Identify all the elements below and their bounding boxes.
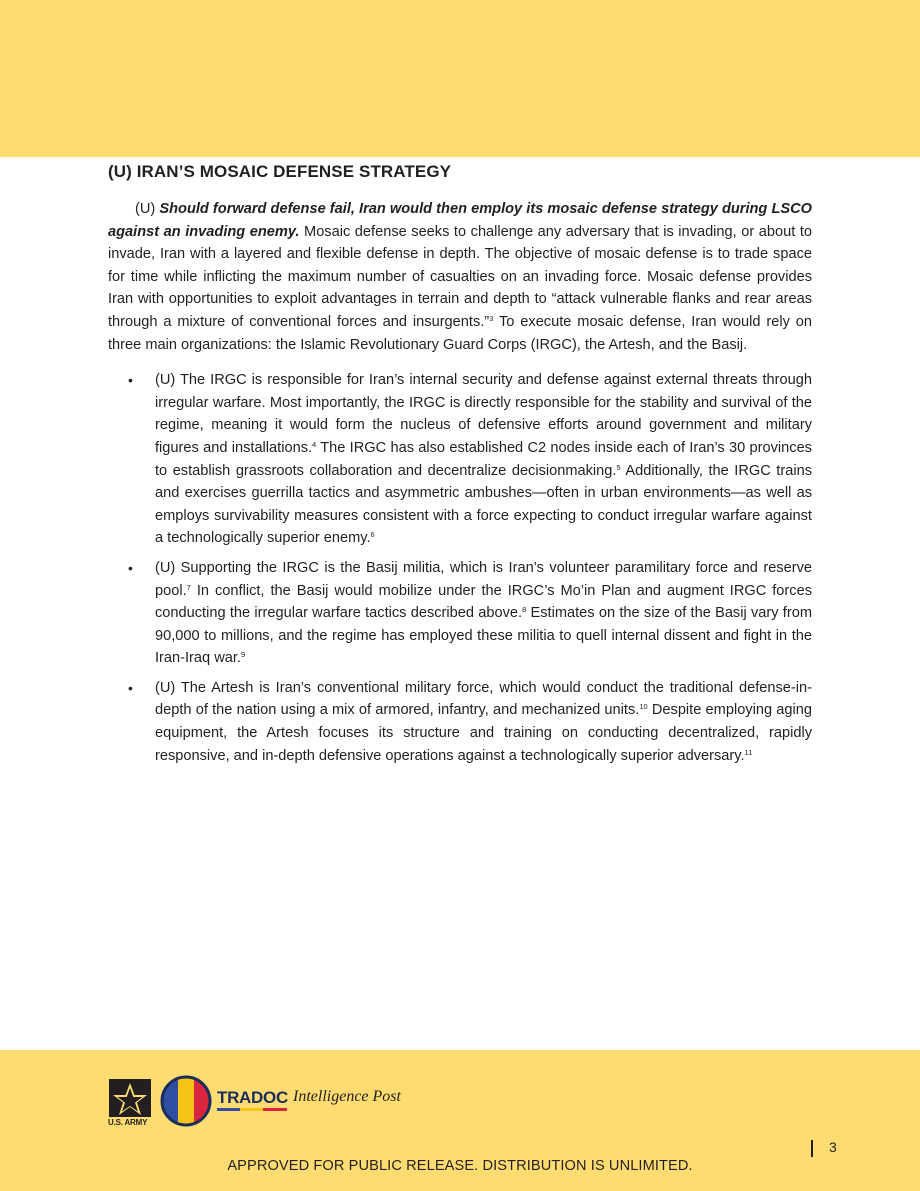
footnote-ref[interactable]: 5 — [616, 462, 621, 472]
section-heading: (U) IRAN’S MOSAIC DEFENSE STRATEGY — [108, 162, 452, 181]
bullet-item-artesh — [108, 677, 812, 767]
bullet-icon: • — [128, 372, 133, 389]
footnote-ref[interactable]: 8 — [522, 604, 527, 614]
article-body — [108, 162, 812, 774]
bullet-text: (U) The Artesh is Iran’s conventional military force, which would conduct the traditional defense-in-depth of the nation using a mix of armored, infantry, and mechanized units. — [155, 679, 812, 719]
page-number: 3 — [829, 1139, 837, 1155]
bullet-icon: • — [128, 559, 133, 576]
footnote-ref[interactable]: 10 — [639, 702, 648, 712]
header-band — [0, 0, 920, 157]
bullet-text: Estimates on the size of the Basij vary from 90,000 to millions, and the regime has employed these militia to quell internal dissent and fight in the Iran-Iraq war. — [155, 605, 812, 667]
page-number-divider — [811, 1140, 813, 1157]
brand-underline — [217, 1108, 287, 1111]
tradoc-brand: TRADOC — [217, 1088, 288, 1107]
bullet-text: The IRGC has also established C2 nodes inside each of Iran’s 30 provinces to establish grassroots collaboration and decentralize decisionmaking. — [155, 439, 812, 479]
tradoc-patch-icon — [160, 1075, 212, 1127]
army-label: U.S. ARMY — [108, 1118, 148, 1127]
bullet-text: Additionally, the IRGC trains and exercises guerrilla tactics and asymmetric ambushes—often in urban environments—as well as employs survivability measures consistent with a force expecting to conduct irregular warfare against a technologically superior enemy. — [155, 462, 812, 547]
bullet-text: Despite employing aging equipment, the Artesh focuses its structure and training on conducting decentralized, rapidly responsive, and in-depth defensive operations against a technologically superior adversary. — [155, 702, 813, 764]
classification-marking: (U) — [135, 201, 160, 217]
footnote-ref[interactable]: 11 — [744, 747, 753, 757]
footnote-ref[interactable]: 4 — [312, 439, 317, 449]
intro-paragraph — [108, 198, 812, 356]
bullet-item-basij — [108, 557, 812, 670]
bullet-list — [108, 369, 812, 767]
footnote-ref[interactable]: 7 — [186, 582, 191, 592]
footnote-ref[interactable]: 3 — [489, 313, 494, 323]
lead-sentence: Should forward defense fail, Iran would then employ its mosaic defense strategy during LSCO against an invading enemy. — [108, 201, 812, 240]
bullet-item-irgc — [108, 369, 812, 550]
intro-text: To execute mosaic defense, Iran would rely on three main organizations: the Islamic Revolutionary Guard Corps (IRGC), the Artesh, and the Basij. — [108, 313, 812, 353]
footnote-ref[interactable]: 6 — [370, 530, 375, 540]
release-notice: APPROVED FOR PUBLIC RELEASE. DISTRIBUTION IS UNLIMITED. — [227, 1158, 693, 1174]
intro-text: Mosaic defense seeks to challenge any adversary that is invading, or about to invade, Iran with a layered and flexible defense in depth. The objective of mosaic defense is to trade space for time while inflicting the maximum number of casualties on an invading force. Mosaic defense provides Iran with opportunities to exploit advantages in terrain and depth to “attack vulnerable flanks and rear areas through a mixture of conventional forces and insurgents.” — [108, 223, 812, 330]
bullet-text: (U) Supporting the IRGC is the Basij militia, which is Iran’s volunteer paramilitary force and reserve pool. — [155, 559, 812, 599]
bullet-text: (U) The IRGC is responsible for Iran’s internal security and defense against external threats through irregular warfare. Most importantly, the IRGC is directly responsible for the stability and survival of the regime, meaning it would form the nucleus of defensive efforts around government and military figures and installations. — [155, 372, 812, 456]
footnote-ref[interactable]: 9 — [240, 650, 246, 660]
bullet-text: In conflict, the Basij would mobilize under the IRGC’s Mo’in Plan and augment IRGC forces conducting the irregular warfare tactics described above. — [155, 582, 812, 622]
bullet-icon: • — [128, 679, 133, 696]
publication-title: Intelligence Post — [293, 1088, 401, 1105]
